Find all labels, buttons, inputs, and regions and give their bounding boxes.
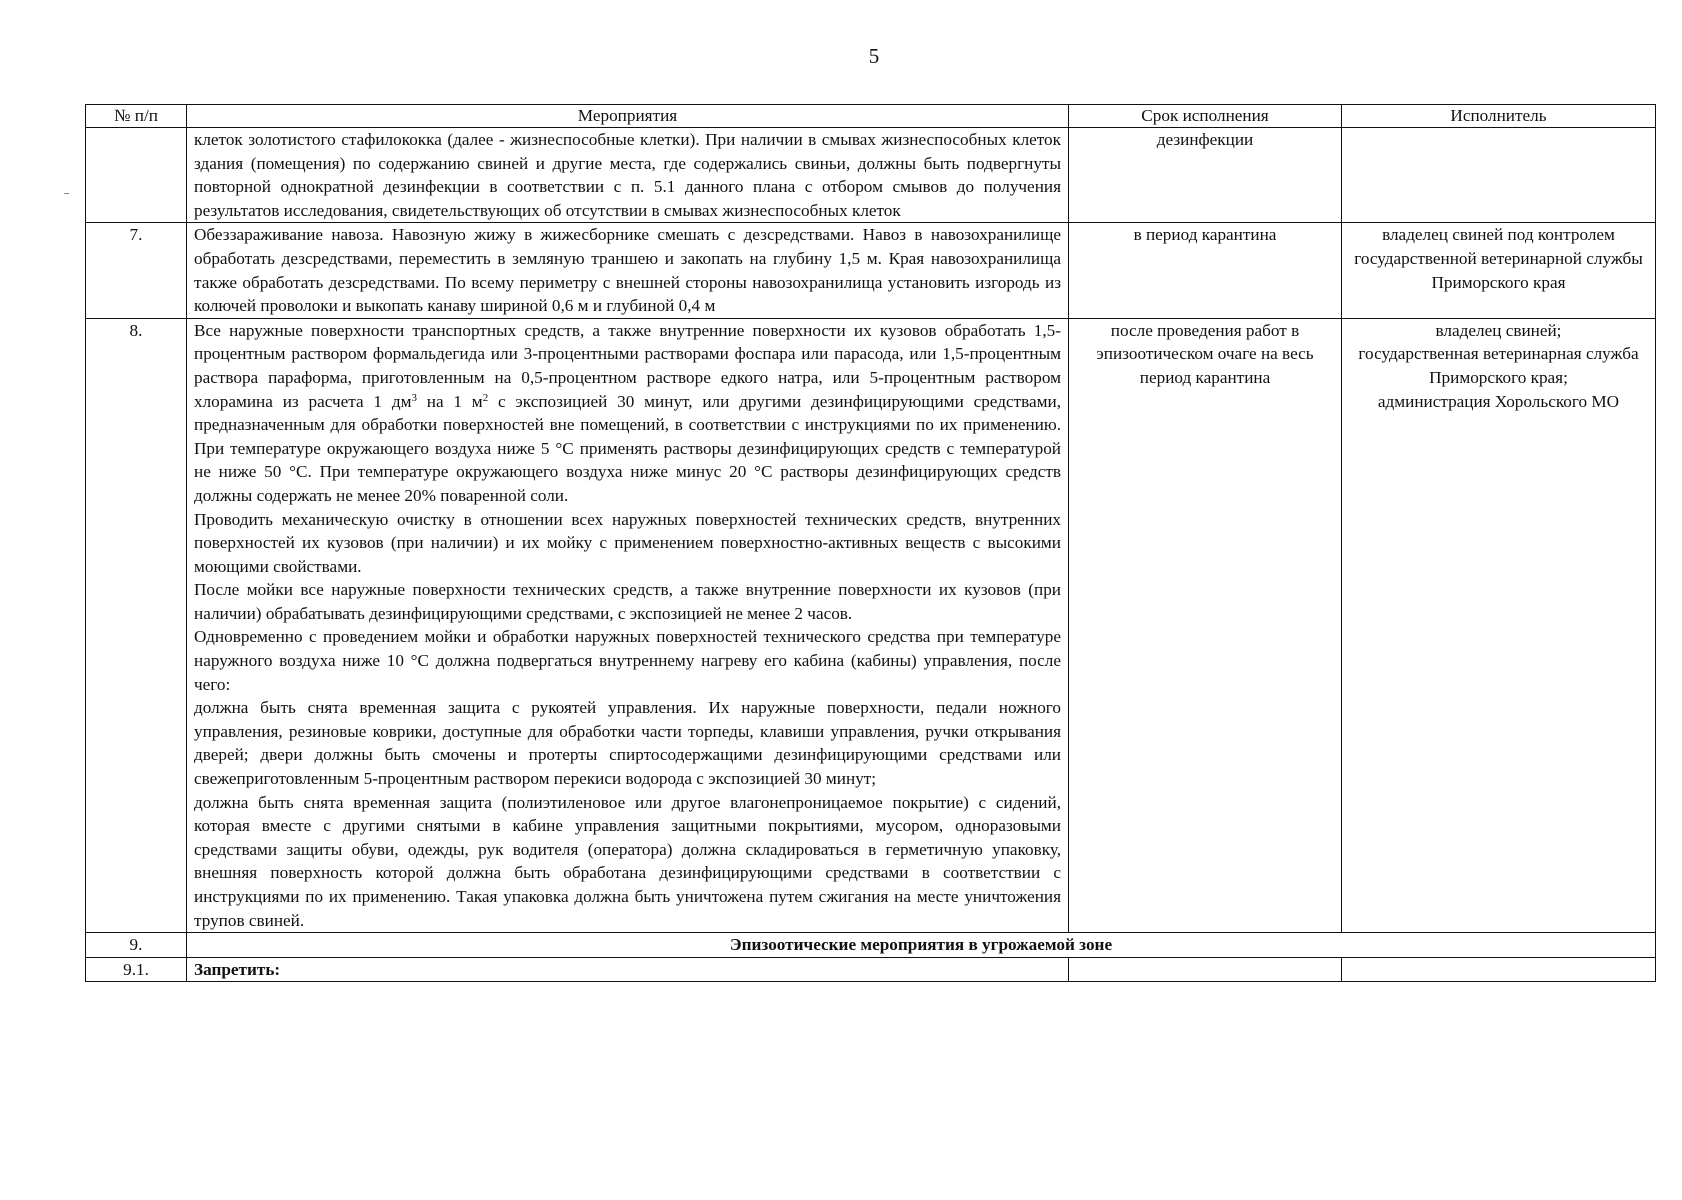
activity-cell: Запретить: (187, 957, 1069, 982)
executor-line: владелец свиней; (1435, 320, 1562, 340)
activity-paragraph-5: должна быть снята временная защита с рукоятей управления. Их наружные поверхности, педали ножного управления, резиновые коврики, доступные для обработки части торпеды, клавиши управления, ручки открывания дверей; двери должны быть смочены и протерты спиртосодержащими дезинфицирующими средствами или свежеприготовленным 5-процентным раствором перекиси водорода с экспозицией 30 минут; (194, 698, 1061, 789)
row-number: 9.1. (86, 957, 187, 982)
row-number: 7. (86, 223, 187, 318)
table-row-continued (86, 128, 1656, 223)
activity-cell (187, 318, 1069, 932)
executor-line: администрация Хорольского МО (1377, 391, 1620, 411)
section-title: Эпизоотические мероприятия в угрожаемой зоне (187, 933, 1656, 958)
activity-cell (187, 223, 1069, 318)
activity-paragraph-4: Одновременно с проведением мойки и обработки наружных поверхностей технического средства при температуре наружного воздуха ниже 10 °C должна подвергаться внутреннему нагреву его кабина (кабины) управления, после чего: (194, 627, 1061, 694)
table-header-row (86, 105, 1656, 128)
header-term: Срок исполнения (1069, 105, 1342, 128)
header-executor: Исполнитель (1342, 105, 1656, 128)
term-cell: в период карантина (1069, 223, 1342, 318)
activity-text: клеток золотистого стафилококка (далее - жизнеспособные клетки). При наличии в смывах жизнеспособных клеток здания (помещения) по содержанию свиней и другие места, где содержались свиньи, должны быть подвергнуты повторной однократной дезинфекции в соответствии с п. 5.1 данного плана с отбором смывов до получения результатов исследования, свидетельствующих об отсутствии в смывах жизнеспособных клеток (194, 130, 1061, 220)
term-cell: после проведения работ в эпизоотическом очаге на весь период карантина (1069, 318, 1342, 932)
executor-cell (1342, 128, 1656, 223)
page-number: 5 (868, 44, 880, 68)
row-number: 8. (86, 318, 187, 932)
term-cell: дезинфекции (1069, 128, 1342, 223)
table-row-9 (86, 933, 1656, 958)
plan-table (85, 104, 1656, 982)
margin-mark (64, 193, 69, 194)
header-number: № п/п (86, 105, 187, 128)
executor-cell (1342, 318, 1656, 932)
activity-text: Обеззараживание навоза. Навозную жижу в жижесборнике смешать с дезсредствами. Навоз в навозохранилище обработать дезсредствами, переместить в земляную траншею и закопать на глубину 1,5 м. Края навозохранилища также обработать дезсредствами. По всему периметру с внешней стороны навозохранилища установить изгородь из колючей проволоки и выкопать канаву шириной 0,6 м и глубиной 0,4 м (194, 225, 1061, 316)
row-number-cell (86, 128, 187, 223)
activity-paragraph-3: После мойки все наружные поверхности технических средств, а также внутренние поверхности их кузовов (при наличии) обрабатывать дезинфицирующими средствами, с экспозицией не менее 2 часов. (194, 580, 1061, 623)
executor-cell (1342, 957, 1656, 982)
table-row-7 (86, 223, 1656, 318)
activity-paragraph-2: Проводить механическую очистку в отношении всех наружных поверхностей технических средств, внутренних поверхностей их кузовов (при наличии) и их мойку с применением поверхностно-активных веществ с высокими моющими свойствами. (194, 509, 1061, 576)
activity-cell (187, 128, 1069, 223)
header-activities: Мероприятия (187, 105, 1069, 128)
row-number: 9. (86, 933, 187, 958)
term-cell (1069, 957, 1342, 982)
activity-paragraph-1: Все наружные поверхности транспортных средств, а также внутренние поверхности их кузовов обработать 1,5-процентным раствором формальдегида или 3-процентными растворами фоспара или парасода, или 1,5-процентным раствора параформа, приготовленным на 0,5-процентном растворе едкого натра, или 5-процентным раствором хлорамина из расчета 1 $дм^3$ на 1 $м^2$ с экспозицией 30 минут, или другими дезинфицирующими средствами, предназначенным для обработки поверхностей вне помещений, в соответствии с инструкциями по их применению. При температуре окружающего воздуха ниже 5 °C применять растворы дезинфицирующих средств с температурой не ниже 50 °C. При температуре окружающего воздуха ниже минус 20 °C растворы дезинфицирующих средств должны содержать не менее 20% поваренной соли. (194, 320, 1061, 505)
table-row-9-1 (86, 957, 1656, 982)
table-row-8 (86, 318, 1656, 932)
activity-paragraph-6: должна быть снята временная защита (полиэтиленовое или другое влагонепроницаемое покрытие) с сидений, которая вместе с другими снятыми в кабине управления защитными покрытиями, мусором, одноразовыми средствами защиты обуви, одежды, рук водителя (оператора) должна складироваться в герметичную упаковку, внешняя поверхность которой должна быть обработана дезинфицирующими средствами в соответствии с инструкциями по их применению. Такая упаковка должна быть уничтожена путем сжигания на месте уничтожения трупов свиней. (194, 792, 1061, 930)
executor-line: государственная ветеринарная служба Приморского края; (1358, 344, 1639, 387)
executor-cell: владелец свиней под контролем государственной ветеринарной службы Приморского края (1342, 223, 1656, 318)
